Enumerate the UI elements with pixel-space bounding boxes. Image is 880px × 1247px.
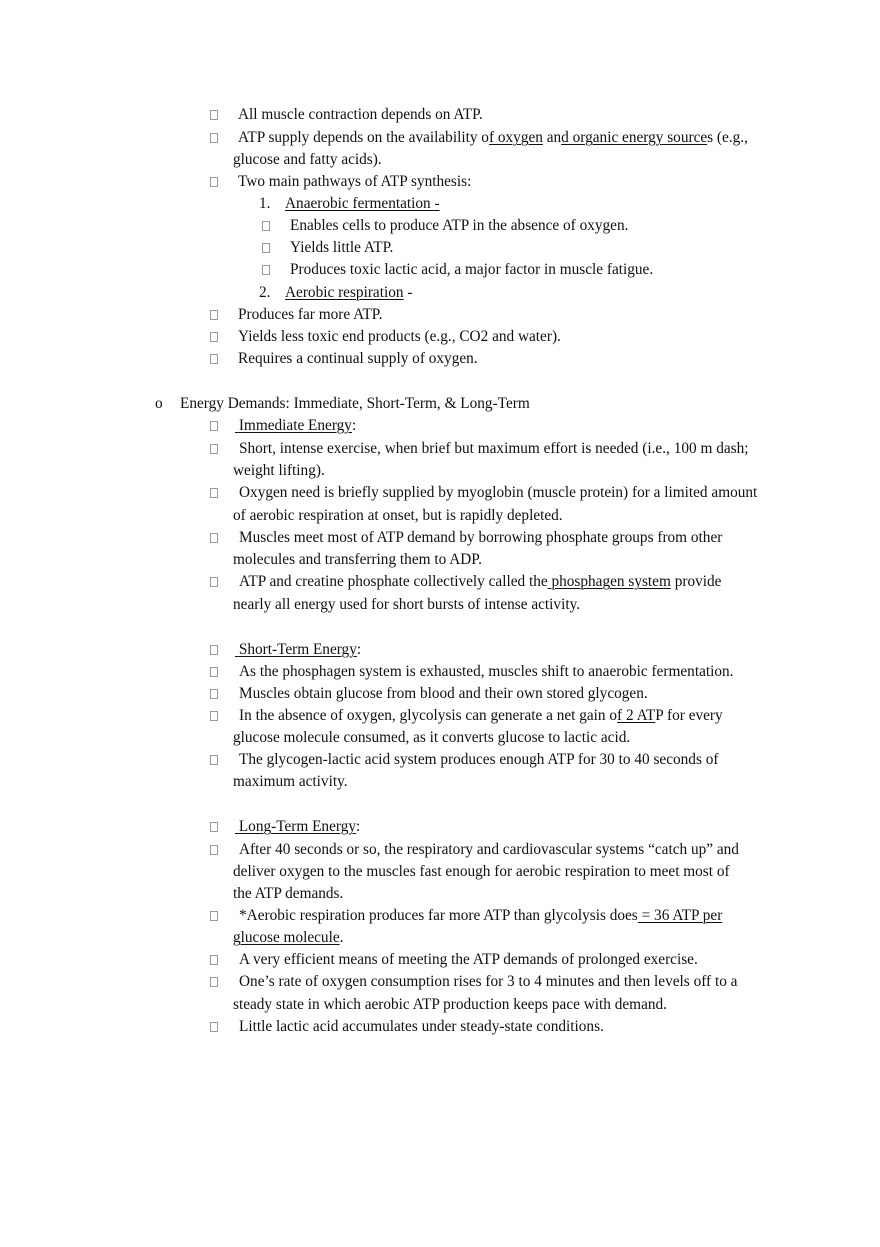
bullet-text: Muscles obtain glucose from blood and their own stored glycogen.: [239, 685, 648, 702]
bullet-text-continued: glucose and fatty acids).: [233, 151, 382, 168]
bullet-text: Short, intense exercise, when brief but maximum effort is needed (i.e., 100 m dash;: [239, 440, 749, 457]
list-number: 1.: [259, 195, 271, 212]
checkbox-icon: [210, 645, 218, 655]
checkbox-icon: [210, 845, 218, 855]
checkbox-icon: [210, 911, 218, 921]
checkbox-icon: [210, 711, 218, 721]
checkbox-icon: [262, 221, 270, 231]
pathway-title: Anaerobic fermentation -: [285, 195, 440, 212]
sub-bullet-text: Produces toxic lactic acid, a major factor in muscle fatigue.: [290, 261, 654, 278]
bullet-text-continued: molecules and transferring them to ADP.: [233, 551, 482, 568]
checkbox-icon: [210, 1022, 218, 1032]
bullet-text-continued: nearly all energy used for short bursts of intense activity.: [233, 596, 581, 613]
bullet-text: Oxygen need is briefly supplied by myoglobin (muscle protein) for a limited amount: [239, 484, 758, 501]
bullet-text-continued: of aerobic respiration at onset, but is rapidly depleted.: [233, 507, 563, 524]
checkbox-icon: [210, 822, 218, 832]
subsection-title: Immediate Energy:: [238, 417, 357, 434]
checkbox-icon: [210, 577, 218, 587]
checkbox-icon: [210, 110, 218, 120]
checkbox-icon: [210, 421, 218, 431]
bullet-text: Requires a continual supply of oxygen.: [238, 350, 478, 367]
bullet-text: As the phosphagen system is exhausted, muscles shift to anaerobic fermentation.: [239, 663, 734, 680]
outline-marker: o: [155, 395, 163, 412]
section-heading: Energy Demands: Immediate, Short-Term, & Long-Term: [180, 395, 530, 412]
sub-bullet-text: Yields little ATP.: [290, 239, 394, 256]
list-number: 2.: [259, 284, 271, 301]
bullet-text: Two main pathways of ATP synthesis:: [238, 173, 472, 190]
checkbox-icon: [210, 667, 218, 677]
bullet-text: *Aerobic respiration produces far more ATP than glycolysis does = 36 ATP per: [239, 907, 723, 924]
bullet-text: In the absence of oxygen, glycolysis can generate a net gain of 2 ATP for every: [239, 707, 723, 724]
bullet-text-continued: glucose molecule consumed, as it converts glucose to lactic acid.: [233, 729, 631, 746]
sub-bullet-text: Enables cells to produce ATP in the absence of oxygen.: [290, 217, 629, 234]
checkbox-icon: [210, 444, 218, 454]
bullet-text: ATP and creatine phosphate collectively called the phosphagen system provide: [239, 573, 722, 590]
bullet-text: Produces far more ATP.: [238, 306, 383, 323]
bullet-text-continued: the ATP demands.: [233, 885, 344, 902]
checkbox-icon: [210, 755, 218, 765]
checkbox-icon: [210, 977, 218, 987]
bullet-text: Muscles meet most of ATP demand by borrowing phosphate groups from other: [239, 529, 723, 546]
bullet-text: A very efficient means of meeting the ATP demands of prolonged exercise.: [239, 951, 698, 968]
subsection-title: Short-Term Energy:: [238, 641, 362, 658]
bullet-text-continued: weight lifting).: [233, 462, 325, 479]
checkbox-icon: [210, 310, 218, 320]
checkbox-icon: [210, 177, 218, 187]
checkbox-icon: [210, 689, 218, 699]
pathway-title: Aerobic respiration -: [285, 284, 413, 301]
checkbox-icon: [210, 133, 218, 143]
bullet-text: ATP supply depends on the availability of oxygen and organic energy sources (e.g.,: [238, 129, 748, 146]
bullet-text: The glycogen-lactic acid system produces enough ATP for 30 to 40 seconds of: [239, 751, 719, 768]
bullet-text: After 40 seconds or so, the respiratory and cardiovascular systems “catch up” and: [239, 841, 739, 858]
checkbox-icon: [210, 955, 218, 965]
bullet-text-continued: maximum activity.: [233, 773, 348, 790]
checkbox-icon: [262, 243, 270, 253]
subsection-title: Long-Term Energy:: [238, 818, 361, 835]
bullet-text: All muscle contraction depends on ATP.: [238, 106, 483, 123]
bullet-text-continued: steady state in which aerobic ATP production keeps pace with demand.: [233, 996, 667, 1013]
checkbox-icon: [210, 488, 218, 498]
checkbox-icon: [262, 265, 270, 275]
bullet-text-continued: glucose molecule.: [233, 929, 344, 946]
checkbox-icon: [210, 354, 218, 364]
bullet-text: Yields less toxic end products (e.g., CO2 and water).: [238, 328, 561, 345]
checkbox-icon: [210, 533, 218, 543]
bullet-text-continued: deliver oxygen to the muscles fast enough for aerobic respiration to meet most of: [233, 863, 730, 880]
bullet-text: Little lactic acid accumulates under steady-state conditions.: [239, 1018, 604, 1035]
bullet-text: One’s rate of oxygen consumption rises for 3 to 4 minutes and then levels off to a: [239, 973, 738, 990]
checkbox-icon: [210, 332, 218, 342]
